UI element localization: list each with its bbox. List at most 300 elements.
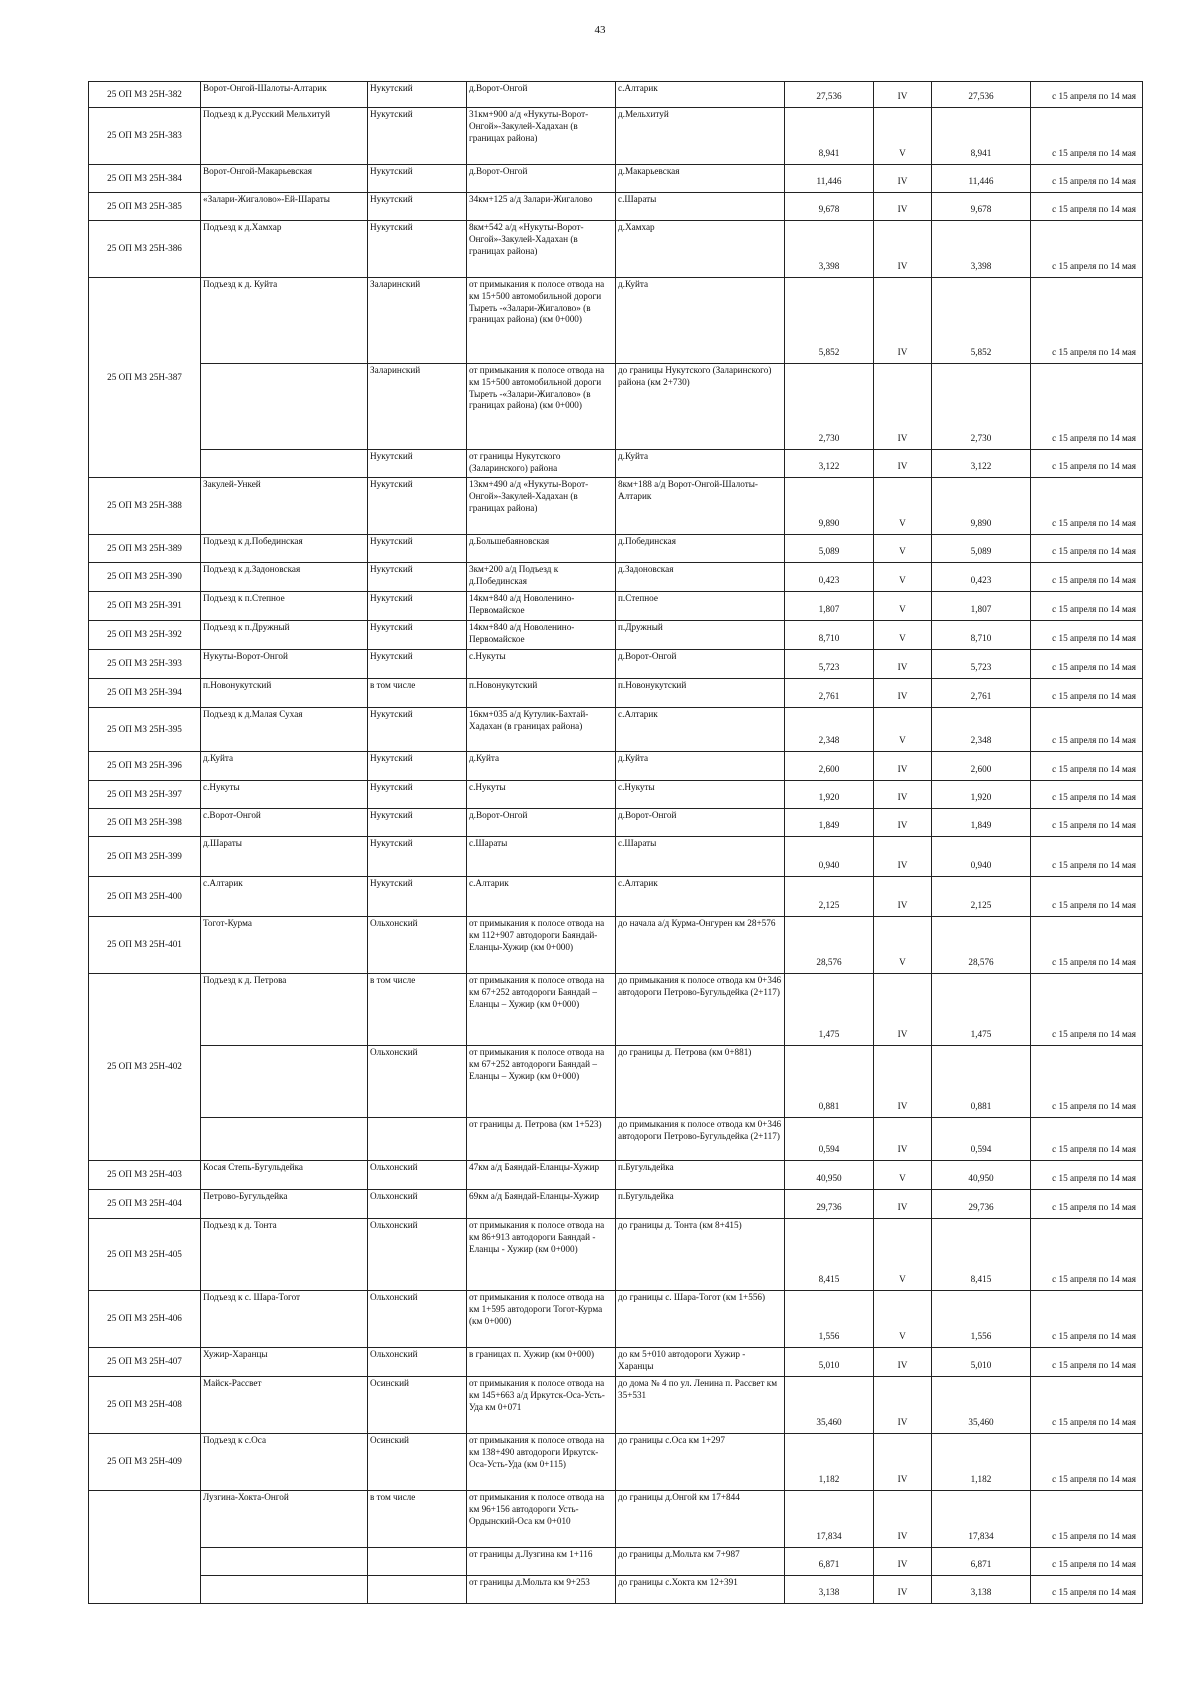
road-code-cell: 25 ОП МЗ 25Н-400 <box>89 877 201 917</box>
end-point-cell: до начала а/д Курма-Онгурен км 28+576 <box>616 917 785 974</box>
restricted-length-cell: 1,849 <box>932 809 1031 837</box>
start-point-cell: от примыкания к полосе отвода на км 96+156 автодороги Усть-Ордынский-Оса км 0+010 <box>467 1491 616 1548</box>
category-cell: V <box>874 621 932 650</box>
roads-table-body <box>89 82 1143 1604</box>
restricted-length-cell: 2,125 <box>932 877 1031 917</box>
road-code-cell: 25 ОП МЗ 25Н-382 <box>89 82 201 108</box>
category-cell: IV <box>874 1046 932 1118</box>
road-name-cell: Ворот-Онгой-Шалоты-Алтарик <box>201 82 368 108</box>
restriction-period-cell: с 15 апреля по 14 мая <box>1031 450 1143 478</box>
district-cell: Нукутский <box>368 621 467 650</box>
start-point-cell: от границы д.Лузгина км 1+116 <box>467 1548 616 1576</box>
start-point-cell: д.Ворот-Онгой <box>467 82 616 108</box>
end-point-cell: до границы с.Оса км 1+297 <box>616 1434 785 1491</box>
start-point-cell: 16км+035 а/д Кутулик-Бахтай-Хадахан (в границах района) <box>467 708 616 752</box>
end-point-cell: до границы д.Мольта км 7+987 <box>616 1548 785 1576</box>
end-point-cell: с.Алтарик <box>616 82 785 108</box>
end-point-cell: до границы с. Шара-Тогот (км 1+556) <box>616 1291 785 1348</box>
start-point-cell: от примыкания к полосе отвода на км 1+595 автодороги Тогот-Курма (км 0+000) <box>467 1291 616 1348</box>
table-row <box>89 974 1143 1046</box>
table-row <box>89 809 1143 837</box>
category-cell: IV <box>874 877 932 917</box>
district-cell <box>368 1118 467 1161</box>
road-code-cell: 25 ОП МЗ 25Н-392 <box>89 621 201 650</box>
road-code-cell: 25 ОП МЗ 25Н-398 <box>89 809 201 837</box>
restricted-length-cell: 28,576 <box>932 917 1031 974</box>
start-point-cell: 34км+125 а/д Залари-Жигалово <box>467 193 616 221</box>
table-row <box>89 877 1143 917</box>
road-name-cell: Подъезд к п.Дружный <box>201 621 368 650</box>
restriction-period-cell: с 15 апреля по 14 мая <box>1031 837 1143 877</box>
road-name-cell: Подъезд к д. Тонта <box>201 1219 368 1291</box>
road-code-cell: 25 ОП МЗ 25Н-396 <box>89 752 201 781</box>
length-cell: 2,761 <box>785 679 874 708</box>
end-point-cell: до границы д. Тонта (км 8+415) <box>616 1219 785 1291</box>
end-point-cell: до км 5+010 автодороги Хужир - Харанцы <box>616 1348 785 1377</box>
district-cell: Нукутский <box>368 781 467 809</box>
district-cell: Нукутский <box>368 535 467 563</box>
start-point-cell: от примыкания к полосе отвода на км 15+500 автомобильной дороги Тыреть -«Залари-Жигалово» (в границах района) (км 0+000) <box>467 278 616 364</box>
category-cell: IV <box>874 1434 932 1491</box>
road-name-cell: Подъезд к д.Хамхар <box>201 221 368 278</box>
start-point-cell: д.Ворот-Онгой <box>467 809 616 837</box>
restriction-period-cell: с 15 апреля по 14 мая <box>1031 1291 1143 1348</box>
start-point-cell: 14км+840 а/д Новоленино-Первомайское <box>467 592 616 621</box>
restriction-period-cell: с 15 апреля по 14 мая <box>1031 1046 1143 1118</box>
category-cell: V <box>874 708 932 752</box>
length-cell: 1,182 <box>785 1434 874 1491</box>
restricted-length-cell: 35,460 <box>932 1377 1031 1434</box>
road-code-cell <box>89 1491 201 1604</box>
table-row <box>89 1291 1143 1348</box>
table-row <box>89 621 1143 650</box>
road-code-cell: 25 ОП МЗ 25Н-404 <box>89 1190 201 1219</box>
restriction-period-cell: с 15 апреля по 14 мая <box>1031 1161 1143 1190</box>
length-cell: 11,446 <box>785 165 874 193</box>
district-cell: Ольхонский <box>368 1046 467 1118</box>
restricted-length-cell: 27,536 <box>932 82 1031 108</box>
restriction-period-cell: с 15 апреля по 14 мая <box>1031 752 1143 781</box>
road-name-cell: Лузгина-Хокта-Онгой <box>201 1491 368 1548</box>
category-cell: IV <box>874 165 932 193</box>
restriction-period-cell: с 15 апреля по 14 мая <box>1031 193 1143 221</box>
road-code-cell: 25 ОП МЗ 25Н-391 <box>89 592 201 621</box>
category-cell: IV <box>874 1118 932 1161</box>
district-cell: Ольхонский <box>368 1291 467 1348</box>
road-code-cell: 25 ОП МЗ 25Н-394 <box>89 679 201 708</box>
length-cell: 0,594 <box>785 1118 874 1161</box>
category-cell: IV <box>874 82 932 108</box>
road-name-cell: Майск-Рассвет <box>201 1377 368 1434</box>
road-name-cell: с.Алтарик <box>201 877 368 917</box>
end-point-cell: п.Дружный <box>616 621 785 650</box>
category-cell: V <box>874 592 932 621</box>
district-cell: Ольхонский <box>368 1219 467 1291</box>
restriction-period-cell: с 15 апреля по 14 мая <box>1031 621 1143 650</box>
district-cell: Нукутский <box>368 708 467 752</box>
length-cell: 3,138 <box>785 1576 874 1604</box>
length-cell: 29,736 <box>785 1190 874 1219</box>
restricted-length-cell: 2,600 <box>932 752 1031 781</box>
category-cell: IV <box>874 1576 932 1604</box>
end-point-cell: до примыкания к полосе отвода км 0+346 автодороги Петрово-Бугульдейка (2+117) <box>616 1118 785 1161</box>
district-cell: Нукутский <box>368 108 467 165</box>
table-row <box>89 708 1143 752</box>
category-cell: IV <box>874 450 932 478</box>
road-name-cell: Подъезд к д.Русский Мельхитуй <box>201 108 368 165</box>
length-cell: 8,710 <box>785 621 874 650</box>
start-point-cell: п.Новонукутский <box>467 679 616 708</box>
category-cell: V <box>874 535 932 563</box>
table-row <box>89 165 1143 193</box>
restricted-length-cell: 1,182 <box>932 1434 1031 1491</box>
length-cell: 5,852 <box>785 278 874 364</box>
category-cell: IV <box>874 650 932 679</box>
road-code-cell: 25 ОП МЗ 25Н-393 <box>89 650 201 679</box>
table-row <box>89 837 1143 877</box>
category-cell: IV <box>874 752 932 781</box>
road-code-cell: 25 ОП МЗ 25Н-401 <box>89 917 201 974</box>
start-point-cell: с.Шараты <box>467 837 616 877</box>
length-cell: 0,940 <box>785 837 874 877</box>
category-cell: V <box>874 563 932 592</box>
district-cell: Нукутский <box>368 563 467 592</box>
road-code-cell: 25 ОП МЗ 25Н-387 <box>89 278 201 478</box>
length-cell: 1,920 <box>785 781 874 809</box>
length-cell: 5,723 <box>785 650 874 679</box>
end-point-cell: д.Куйта <box>616 752 785 781</box>
restriction-period-cell: с 15 апреля по 14 мая <box>1031 1576 1143 1604</box>
category-cell: IV <box>874 809 932 837</box>
end-point-cell: до границы Нукутского (Заларинского) района (км 2+730) <box>616 364 785 450</box>
road-name-cell <box>201 1118 368 1161</box>
road-name-cell: Хужир-Харанцы <box>201 1348 368 1377</box>
road-name-cell: д.Куйта <box>201 752 368 781</box>
start-point-cell: от примыкания к полосе отвода на км 138+490 автодороги Иркутск-Оса-Усть-Уда (км 0+115) <box>467 1434 616 1491</box>
table-row <box>89 1046 1143 1118</box>
road-code-cell: 25 ОП МЗ 25Н-406 <box>89 1291 201 1348</box>
length-cell: 17,834 <box>785 1491 874 1548</box>
table-row <box>89 752 1143 781</box>
table-row <box>89 1118 1143 1161</box>
start-point-cell: 13км+490 а/д «Нукуты-Ворот-Онгой»-Закулей-Хадахан (в границах района) <box>467 478 616 535</box>
restricted-length-cell: 3,398 <box>932 221 1031 278</box>
restriction-period-cell: с 15 апреля по 14 мая <box>1031 592 1143 621</box>
road-name-cell: Петрово-Бугульдейка <box>201 1190 368 1219</box>
district-cell: в том числе <box>368 679 467 708</box>
table-row <box>89 650 1143 679</box>
end-point-cell: п.Новонукутский <box>616 679 785 708</box>
restricted-length-cell: 9,678 <box>932 193 1031 221</box>
restriction-period-cell: с 15 апреля по 14 мая <box>1031 1491 1143 1548</box>
start-point-cell: 8км+542 а/д «Нукуты-Ворот-Онгой»-Закулей-Хадахан (в границах района) <box>467 221 616 278</box>
end-point-cell: с.Шараты <box>616 193 785 221</box>
restricted-length-cell: 0,940 <box>932 837 1031 877</box>
road-name-cell: д.Шараты <box>201 837 368 877</box>
end-point-cell: до границы д. Петрова (км 0+881) <box>616 1046 785 1118</box>
road-code-cell: 25 ОП МЗ 25Н-388 <box>89 478 201 535</box>
table-row <box>89 592 1143 621</box>
restricted-length-cell: 0,423 <box>932 563 1031 592</box>
road-name-cell: Закулей-Ункей <box>201 478 368 535</box>
district-cell: Ольхонский <box>368 1348 467 1377</box>
table-row <box>89 781 1143 809</box>
district-cell: Нукутский <box>368 165 467 193</box>
length-cell: 3,122 <box>785 450 874 478</box>
restricted-length-cell: 1,920 <box>932 781 1031 809</box>
restricted-length-cell: 2,730 <box>932 364 1031 450</box>
length-cell: 35,460 <box>785 1377 874 1434</box>
district-cell: в том числе <box>368 1491 467 1548</box>
road-code-cell: 25 ОП МЗ 25Н-403 <box>89 1161 201 1190</box>
category-cell: IV <box>874 193 932 221</box>
category-cell: IV <box>874 278 932 364</box>
restriction-period-cell: с 15 апреля по 14 мая <box>1031 781 1143 809</box>
length-cell: 0,423 <box>785 563 874 592</box>
restriction-period-cell: с 15 апреля по 14 мая <box>1031 1348 1143 1377</box>
restriction-period-cell: с 15 апреля по 14 мая <box>1031 82 1143 108</box>
category-cell: IV <box>874 1190 932 1219</box>
road-name-cell <box>201 1046 368 1118</box>
category-cell: V <box>874 478 932 535</box>
road-name-cell: Подъезд к д.Малая Сухая <box>201 708 368 752</box>
table-row <box>89 193 1143 221</box>
category-cell: V <box>874 1291 932 1348</box>
table-row <box>89 278 1143 364</box>
end-point-cell: д.Мельхитуй <box>616 108 785 165</box>
length-cell: 2,730 <box>785 364 874 450</box>
end-point-cell: до примыкания к полосе отвода км 0+346 автодороги Петрово-Бугульдейка (2+117) <box>616 974 785 1046</box>
restricted-length-cell: 5,010 <box>932 1348 1031 1377</box>
start-point-cell: от примыкания к полосе отвода на км 112+907 автодороги Баяндай-Еланцы-Хужир (км 0+000) <box>467 917 616 974</box>
restricted-length-cell: 2,761 <box>932 679 1031 708</box>
start-point-cell: от границы Нукутского (Заларинского) района <box>467 450 616 478</box>
length-cell: 6,871 <box>785 1548 874 1576</box>
restricted-length-cell: 11,446 <box>932 165 1031 193</box>
road-code-cell: 25 ОП МЗ 25Н-384 <box>89 165 201 193</box>
restriction-period-cell: с 15 апреля по 14 мая <box>1031 877 1143 917</box>
table-row <box>89 679 1143 708</box>
restriction-period-cell: с 15 апреля по 14 мая <box>1031 221 1143 278</box>
district-cell: Нукутский <box>368 450 467 478</box>
start-point-cell: от границы д.Мольта км 9+253 <box>467 1576 616 1604</box>
start-point-cell: 31км+900 а/д «Нукуты-Ворот-Онгой»-Закулей-Хадахан (в границах района) <box>467 108 616 165</box>
district-cell: Нукутский <box>368 650 467 679</box>
district-cell: Нукутский <box>368 877 467 917</box>
length-cell: 1,849 <box>785 809 874 837</box>
category-cell: IV <box>874 364 932 450</box>
table-row <box>89 1219 1143 1291</box>
restriction-period-cell: с 15 апреля по 14 мая <box>1031 1377 1143 1434</box>
end-point-cell: до границы с.Хокта км 12+391 <box>616 1576 785 1604</box>
category-cell: IV <box>874 781 932 809</box>
start-point-cell: с.Нукуты <box>467 650 616 679</box>
start-point-cell: от примыкания к полосе отвода на км 15+500 автомобильной дороги Тыреть -«Залари-Жигалово» (в границах района) (км 0+000) <box>467 364 616 450</box>
road-code-cell: 25 ОП МЗ 25Н-407 <box>89 1348 201 1377</box>
start-point-cell: д.Куйта <box>467 752 616 781</box>
category-cell: V <box>874 108 932 165</box>
table-row <box>89 917 1143 974</box>
road-name-cell: п.Новонукутский <box>201 679 368 708</box>
end-point-cell: с.Алтарик <box>616 708 785 752</box>
start-point-cell: от примыкания к полосе отвода на км 145+663 а/д Иркутск-Оса-Усть-Уда км 0+071 <box>467 1377 616 1434</box>
restricted-length-cell: 0,594 <box>932 1118 1031 1161</box>
road-code-cell: 25 ОП МЗ 25Н-408 <box>89 1377 201 1434</box>
category-cell: IV <box>874 221 932 278</box>
end-point-cell: д.Задоновская <box>616 563 785 592</box>
restricted-length-cell: 8,941 <box>932 108 1031 165</box>
end-point-cell: п.Бугульдейка <box>616 1161 785 1190</box>
road-name-cell <box>201 1548 368 1576</box>
restriction-period-cell: с 15 апреля по 14 мая <box>1031 809 1143 837</box>
table-row <box>89 108 1143 165</box>
restriction-period-cell: с 15 апреля по 14 мая <box>1031 974 1143 1046</box>
road-code-cell: 25 ОП МЗ 25Н-383 <box>89 108 201 165</box>
restriction-period-cell: с 15 апреля по 14 мая <box>1031 917 1143 974</box>
length-cell: 28,576 <box>785 917 874 974</box>
end-point-cell: п.Бугульдейка <box>616 1190 785 1219</box>
start-point-cell: в границах п. Хужир (км 0+000) <box>467 1348 616 1377</box>
length-cell: 3,398 <box>785 221 874 278</box>
restricted-length-cell: 1,556 <box>932 1291 1031 1348</box>
road-name-cell: Косая Степь-Бугульдейка <box>201 1161 368 1190</box>
end-point-cell: п.Степное <box>616 592 785 621</box>
length-cell: 8,415 <box>785 1219 874 1291</box>
length-cell: 1,556 <box>785 1291 874 1348</box>
start-point-cell: 3км+200 а/д Подъезд к д.Побединская <box>467 563 616 592</box>
category-cell: IV <box>874 1548 932 1576</box>
district-cell: Нукутский <box>368 221 467 278</box>
road-name-cell: Тогот-Курма <box>201 917 368 974</box>
category-cell: V <box>874 1219 932 1291</box>
road-code-cell: 25 ОП МЗ 25Н-385 <box>89 193 201 221</box>
category-cell: V <box>874 917 932 974</box>
table-row <box>89 1348 1143 1377</box>
end-point-cell: с.Шараты <box>616 837 785 877</box>
restriction-period-cell: с 15 апреля по 14 мая <box>1031 278 1143 364</box>
restricted-length-cell: 5,089 <box>932 535 1031 563</box>
length-cell: 40,950 <box>785 1161 874 1190</box>
road-code-cell: 25 ОП МЗ 25Н-397 <box>89 781 201 809</box>
restriction-period-cell: с 15 апреля по 14 мая <box>1031 1118 1143 1161</box>
restriction-period-cell: с 15 апреля по 14 мая <box>1031 535 1143 563</box>
district-cell: Заларинский <box>368 364 467 450</box>
road-name-cell: Подъезд к д.Побединская <box>201 535 368 563</box>
restricted-length-cell: 29,736 <box>932 1190 1031 1219</box>
restriction-period-cell: с 15 апреля по 14 мая <box>1031 1434 1143 1491</box>
start-point-cell: д.Большебаяновская <box>467 535 616 563</box>
road-name-cell: Подъезд к д. Петрова <box>201 974 368 1046</box>
road-name-cell: «Залари-Жигалово»-Ей-Шараты <box>201 193 368 221</box>
district-cell: Осинский <box>368 1434 467 1491</box>
length-cell: 2,125 <box>785 877 874 917</box>
district-cell <box>368 1576 467 1604</box>
road-name-cell: с.Нукуты <box>201 781 368 809</box>
table-row <box>89 1576 1143 1604</box>
restriction-period-cell: с 15 апреля по 14 мая <box>1031 364 1143 450</box>
start-point-cell: 69км а/д Баяндай-Еланцы-Хужир <box>467 1190 616 1219</box>
restriction-period-cell: с 15 апреля по 14 мая <box>1031 563 1143 592</box>
end-point-cell: д.Макарьевская <box>616 165 785 193</box>
restricted-length-cell: 3,122 <box>932 450 1031 478</box>
restricted-length-cell: 5,852 <box>932 278 1031 364</box>
restriction-period-cell: с 15 апреля по 14 мая <box>1031 679 1143 708</box>
district-cell: Осинский <box>368 1377 467 1434</box>
district-cell: Ольхонский <box>368 1190 467 1219</box>
district-cell: Нукутский <box>368 752 467 781</box>
end-point-cell: д.Побединская <box>616 535 785 563</box>
road-name-cell <box>201 1576 368 1604</box>
category-cell: IV <box>874 679 932 708</box>
end-point-cell: д.Куйта <box>616 278 785 364</box>
end-point-cell: д.Хамхар <box>616 221 785 278</box>
start-point-cell: 47км а/д Баяндай-Еланцы-Хужир <box>467 1161 616 1190</box>
table-row <box>89 364 1143 450</box>
road-name-cell: Подъезд к п.Степное <box>201 592 368 621</box>
restricted-length-cell: 40,950 <box>932 1161 1031 1190</box>
restriction-period-cell: с 15 апреля по 14 мая <box>1031 1219 1143 1291</box>
restricted-length-cell: 1,475 <box>932 974 1031 1046</box>
restriction-period-cell: с 15 апреля по 14 мая <box>1031 108 1143 165</box>
length-cell: 1,807 <box>785 592 874 621</box>
road-code-cell: 25 ОП МЗ 25Н-390 <box>89 563 201 592</box>
category-cell: IV <box>874 1377 932 1434</box>
length-cell: 8,941 <box>785 108 874 165</box>
category-cell: IV <box>874 974 932 1046</box>
restriction-period-cell: с 15 апреля по 14 мая <box>1031 1190 1143 1219</box>
road-name-cell: Нукуты-Ворот-Онгой <box>201 650 368 679</box>
restricted-length-cell: 2,348 <box>932 708 1031 752</box>
start-point-cell: с.Нукуты <box>467 781 616 809</box>
length-cell: 5,089 <box>785 535 874 563</box>
start-point-cell: от примыкания к полосе отвода на км 86+913 автодороги Баяндай - Еланцы - Хужир (км 0+000) <box>467 1219 616 1291</box>
restricted-length-cell: 5,723 <box>932 650 1031 679</box>
restriction-period-cell: с 15 апреля по 14 мая <box>1031 165 1143 193</box>
table-row <box>89 82 1143 108</box>
table-row <box>89 1161 1143 1190</box>
road-code-cell: 25 ОП МЗ 25Н-402 <box>89 974 201 1161</box>
restricted-length-cell: 1,807 <box>932 592 1031 621</box>
road-name-cell <box>201 450 368 478</box>
start-point-cell: от примыкания к полосе отвода на км 67+252 автодороги Баяндай – Еланцы – Хужир (км 0+000) <box>467 974 616 1046</box>
table-row <box>89 1434 1143 1491</box>
length-cell: 27,536 <box>785 82 874 108</box>
restricted-length-cell: 6,871 <box>932 1548 1031 1576</box>
restriction-period-cell: с 15 апреля по 14 мая <box>1031 478 1143 535</box>
length-cell: 5,010 <box>785 1348 874 1377</box>
district-cell: Нукутский <box>368 193 467 221</box>
road-code-cell: 25 ОП МЗ 25Н-389 <box>89 535 201 563</box>
table-row <box>89 478 1143 535</box>
end-point-cell: 8км+188 а/д Ворот-Онгой-Шалоты-Алтарик <box>616 478 785 535</box>
table-row <box>89 1377 1143 1434</box>
restricted-length-cell: 3,138 <box>932 1576 1031 1604</box>
district-cell: Нукутский <box>368 592 467 621</box>
page-number: 43 <box>594 24 606 36</box>
length-cell: 2,600 <box>785 752 874 781</box>
end-point-cell: д.Ворот-Онгой <box>616 650 785 679</box>
table-row <box>89 563 1143 592</box>
end-point-cell: с.Алтарик <box>616 877 785 917</box>
start-point-cell: от границы д. Петрова (км 1+523) <box>467 1118 616 1161</box>
restricted-length-cell: 9,890 <box>932 478 1031 535</box>
road-code-cell: 25 ОП МЗ 25Н-405 <box>89 1219 201 1291</box>
roads-table <box>88 81 1143 1604</box>
road-name-cell: Подъезд к д. Куйта <box>201 278 368 364</box>
end-point-cell: с.Нукуты <box>616 781 785 809</box>
restricted-length-cell: 8,415 <box>932 1219 1031 1291</box>
length-cell: 0,881 <box>785 1046 874 1118</box>
